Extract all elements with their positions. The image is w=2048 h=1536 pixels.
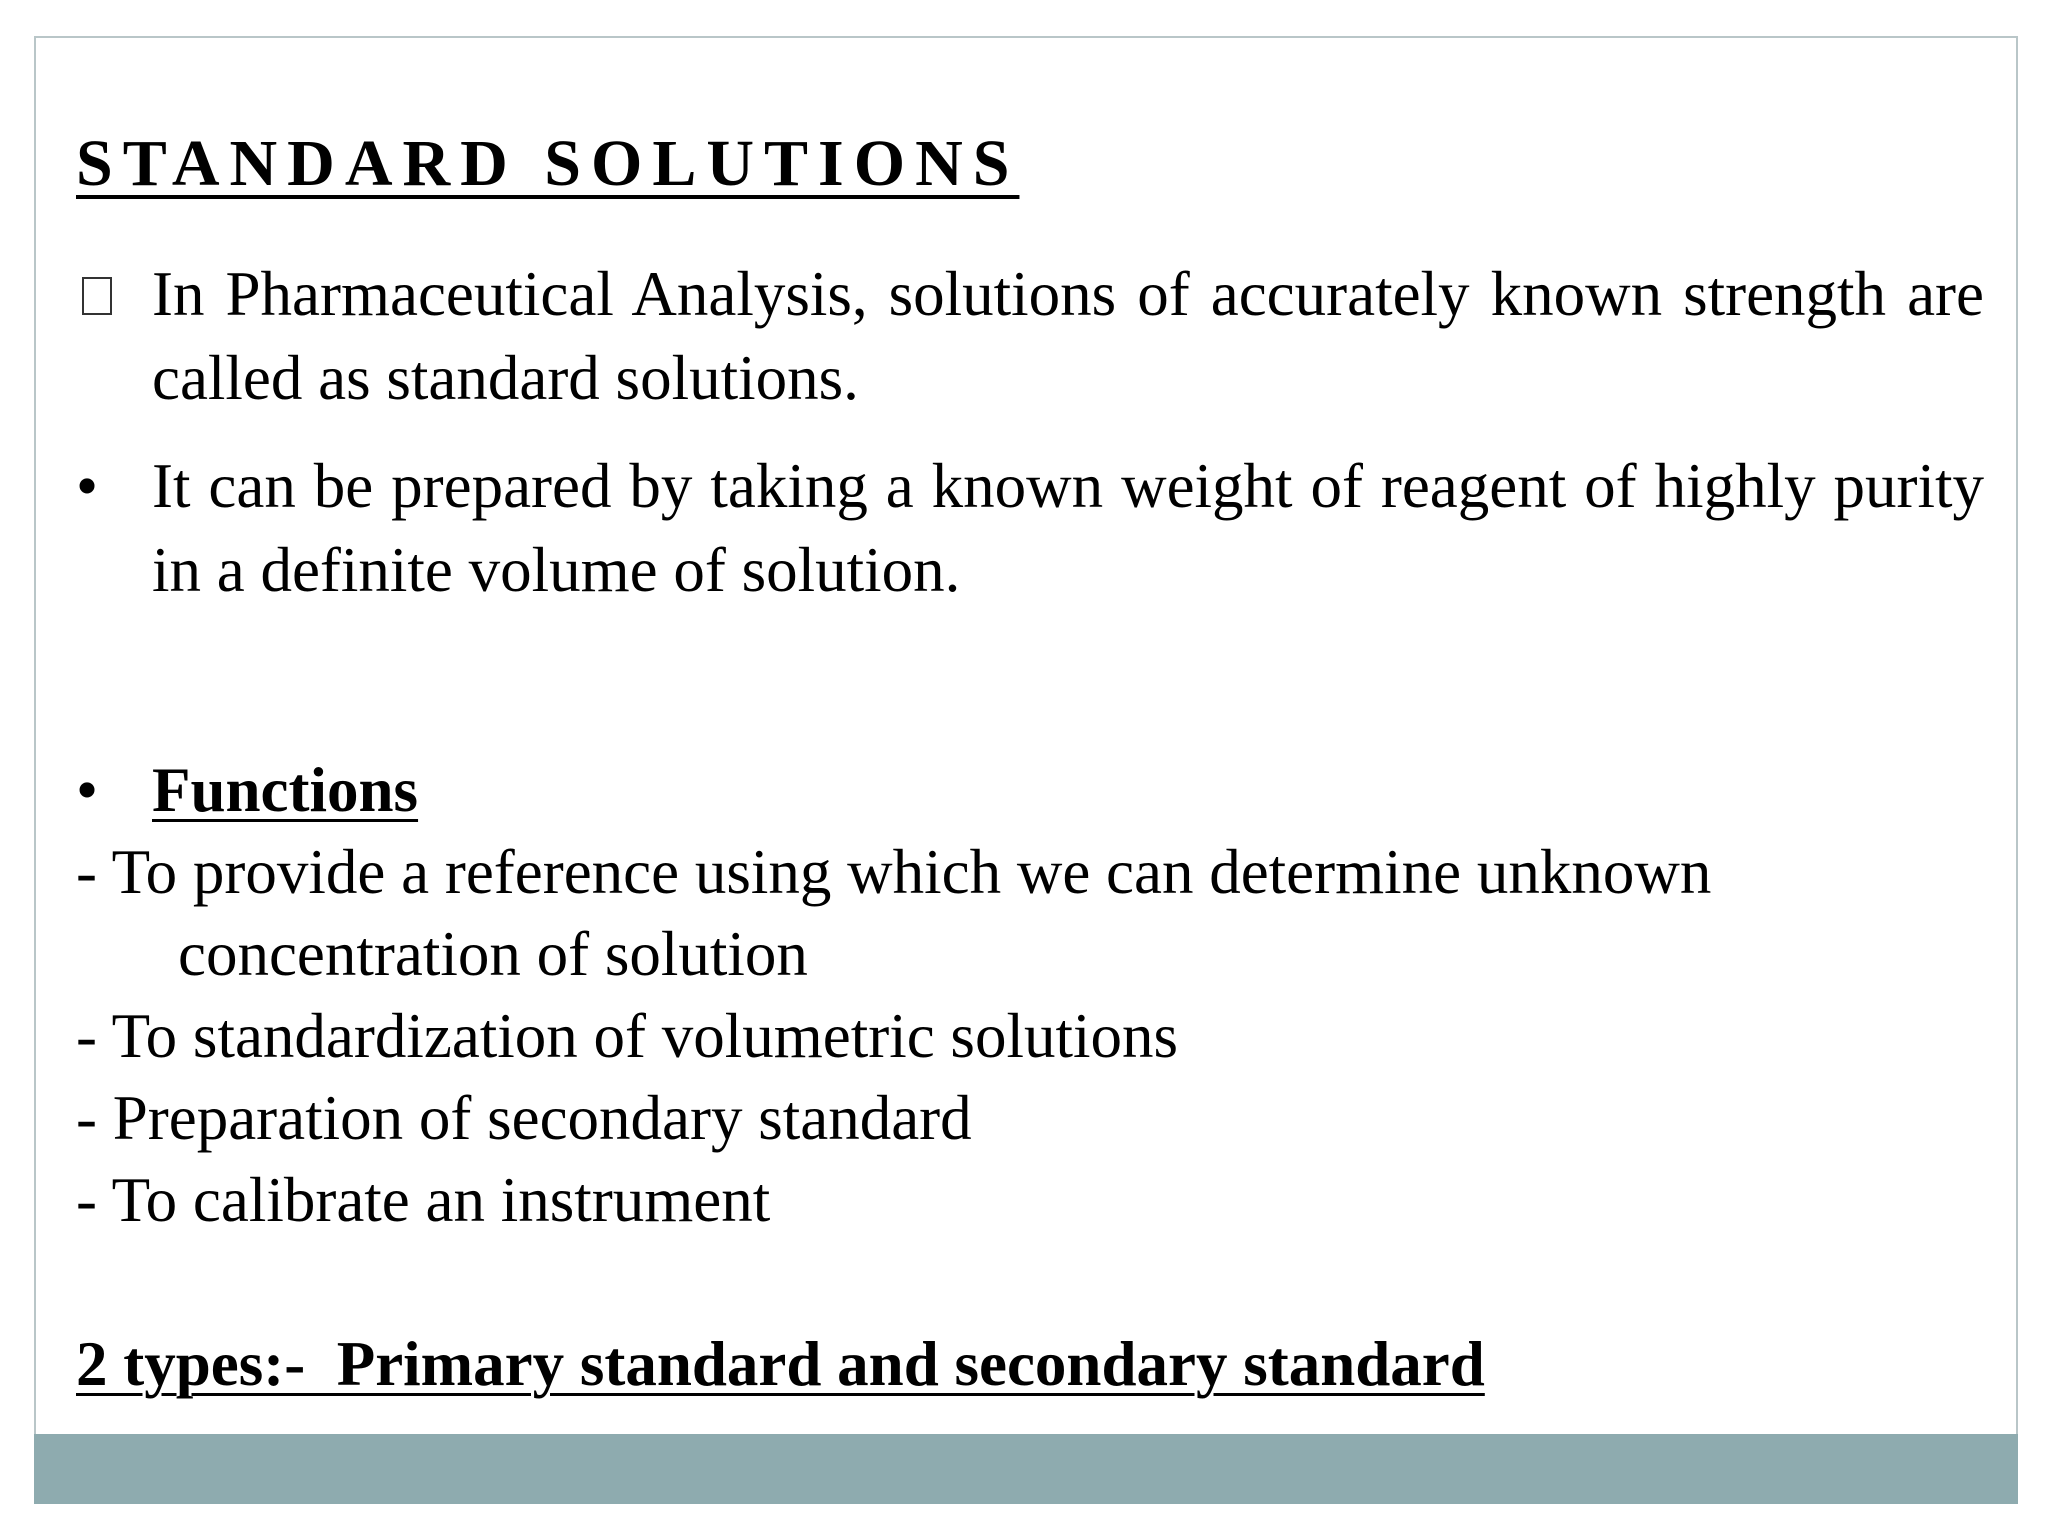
footer-band <box>34 1434 2018 1504</box>
paragraph-preparation-text: It can be prepared by taking a known weight of reagent of highly purity in a definite volume of solution. <box>152 451 1984 605</box>
slide-title: STANDARD SOLUTIONS <box>76 127 1020 200</box>
functions-heading-row <box>76 748 418 832</box>
box-bullet-icon <box>76 252 152 336</box>
paragraph-definition-text: In Pharmaceutical Analysis, solutions of accurately known strength are called as standard solutions. <box>152 259 1984 413</box>
paragraph-preparation <box>76 444 1984 612</box>
paragraph-definition <box>76 252 1984 420</box>
functions-bullet: • <box>76 755 99 825</box>
functions-heading: Functions <box>152 755 419 825</box>
function-item-reference: - To provide a reference using which we can determine unknown <box>76 837 1712 907</box>
function-item-reference-cont: concentration of solution <box>178 919 808 989</box>
function-item-standardization: - To standardization of volumetric solutions <box>76 1001 1178 1071</box>
bullet-marker: • <box>76 451 99 521</box>
function-item-secondary-prep: - Preparation of secondary standard <box>76 1083 972 1153</box>
types-line: 2 types:- Primary standard and secondary standard <box>76 1329 1485 1399</box>
function-item-calibrate: - To calibrate an instrument <box>76 1165 771 1235</box>
